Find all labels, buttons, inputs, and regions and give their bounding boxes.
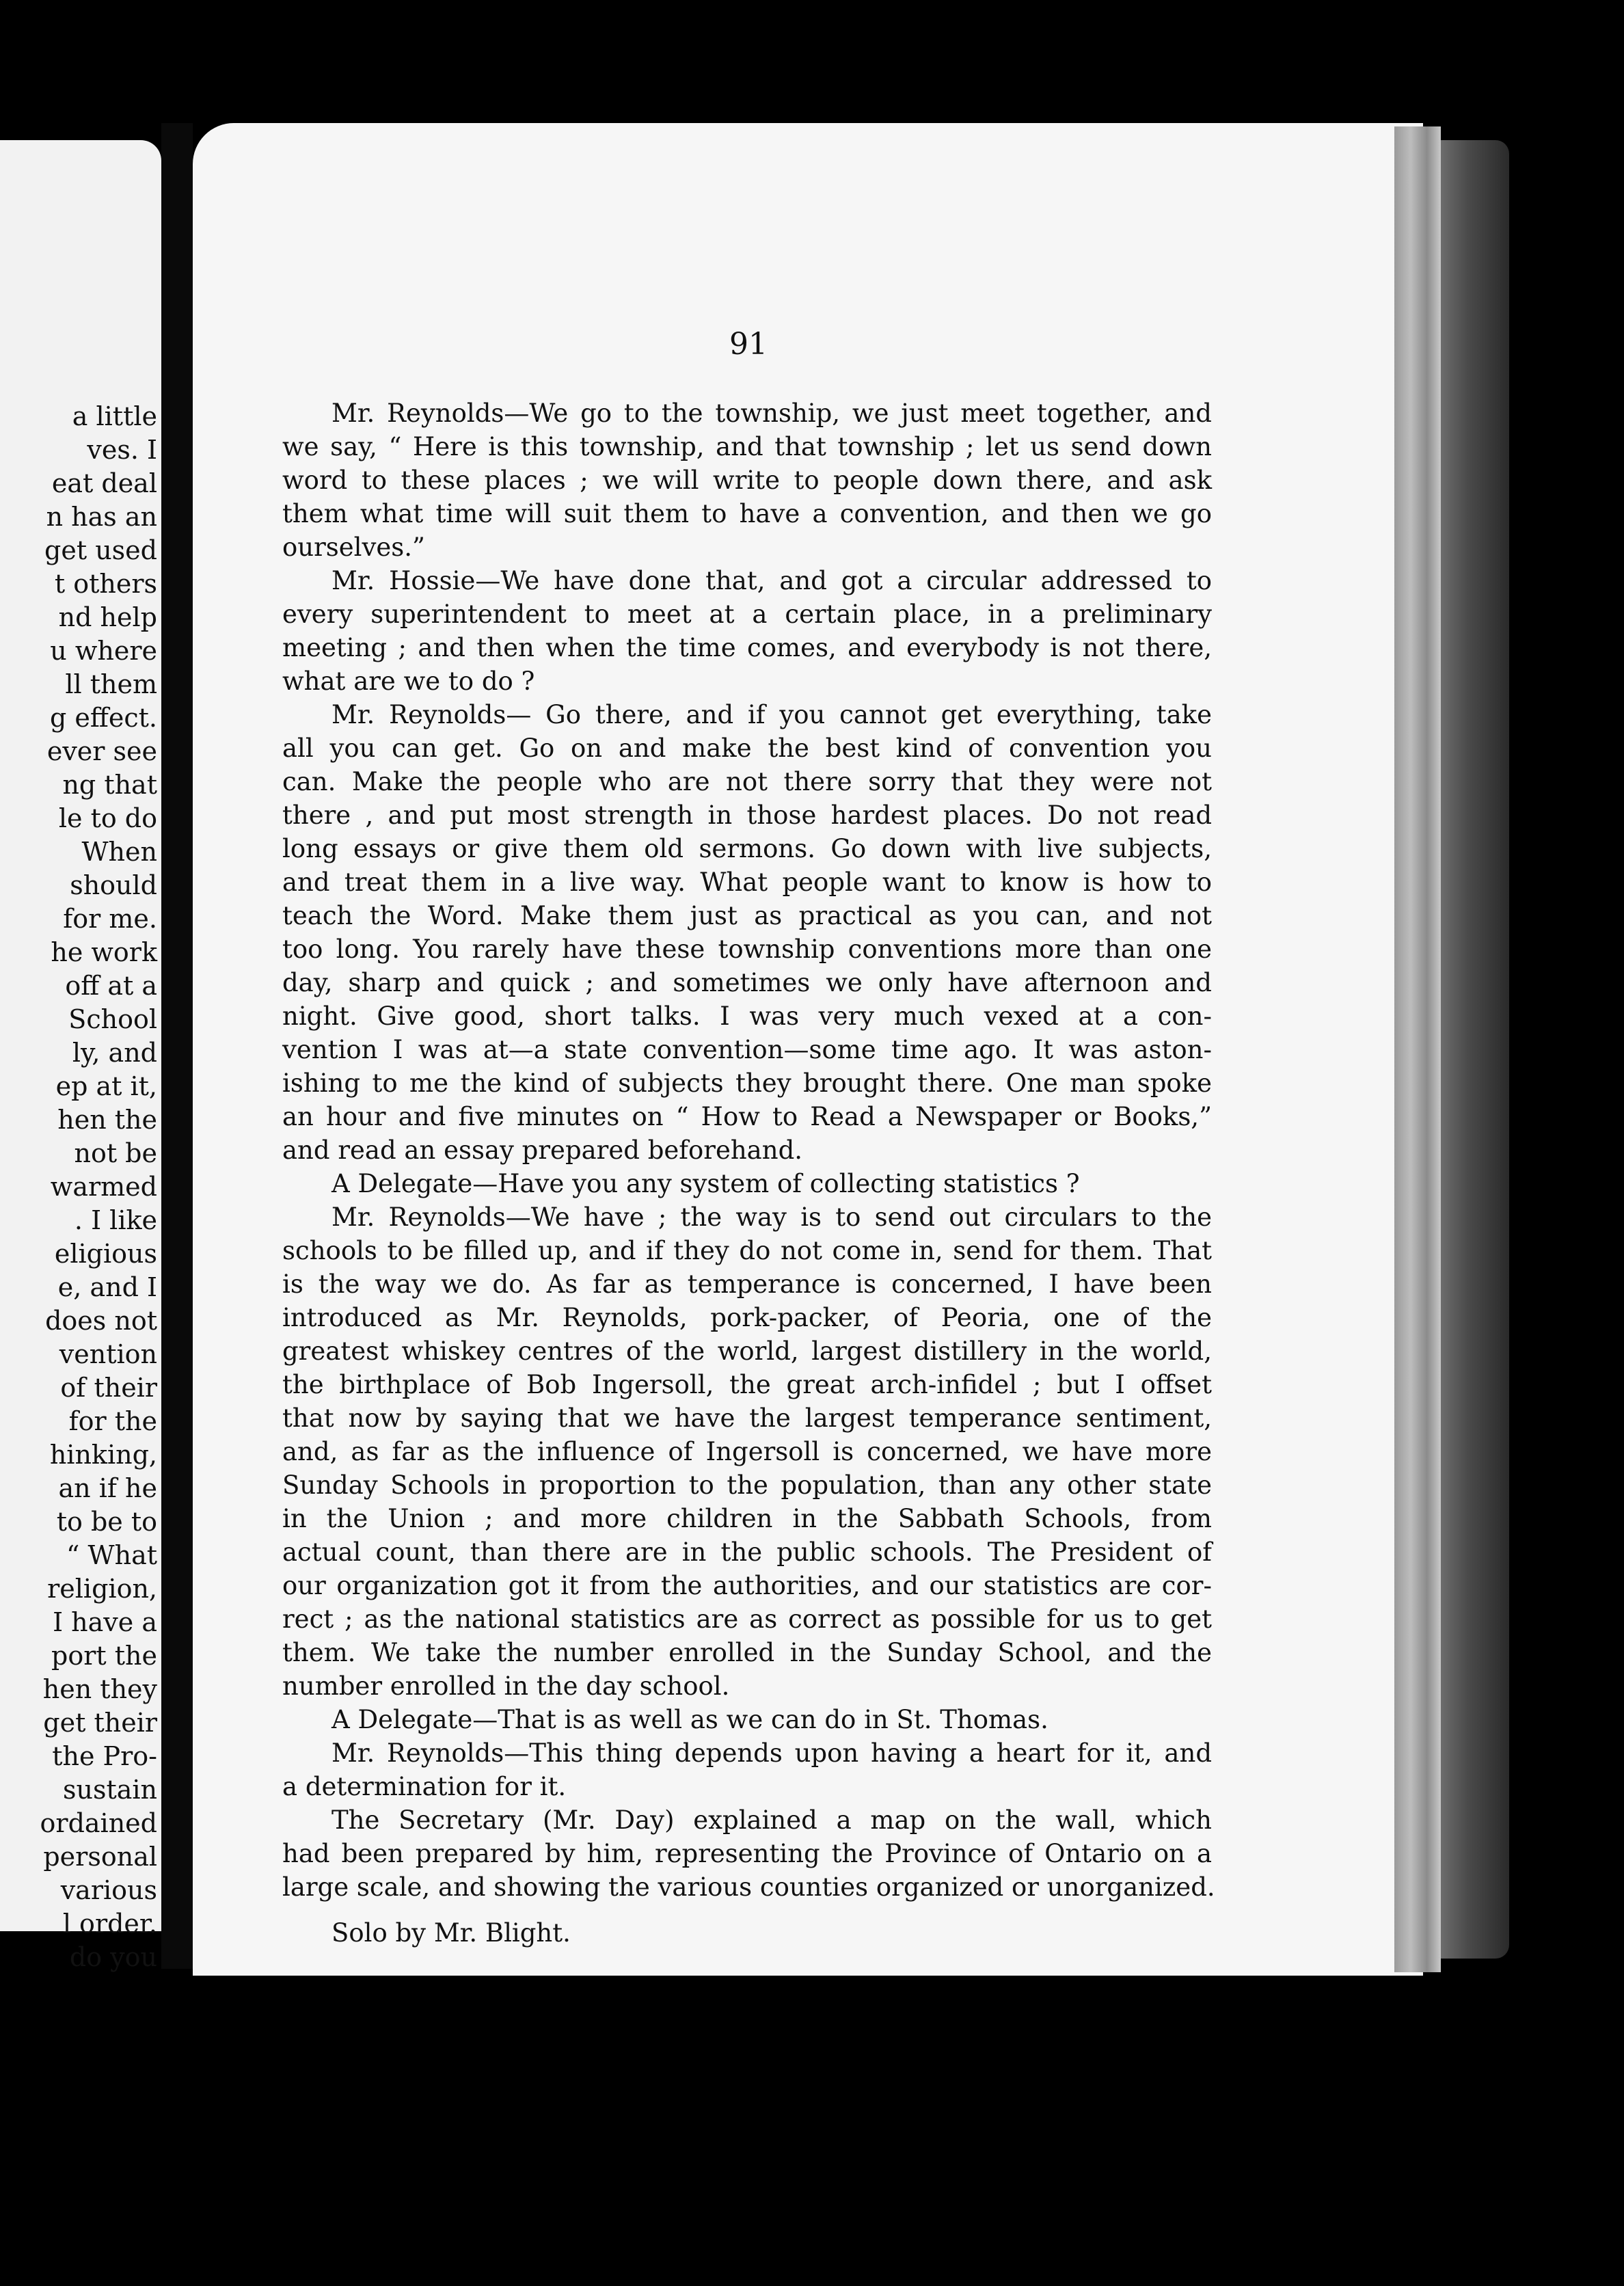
page-number: 91	[729, 327, 768, 362]
text-line: can. Make the people who are not there sorry that they were not	[282, 767, 1212, 796]
text-line: ishing to me the kind of subjects they brought there. One man spoke	[282, 1068, 1212, 1098]
text-line: Mr. Hossie—We have done that, and got a circular addressed to	[331, 566, 1212, 595]
book-cover-edge	[1441, 140, 1509, 1959]
left-page-line: le to do	[58, 803, 157, 833]
left-page-line: n has an	[46, 502, 157, 532]
text-line: our organization got it from the authorities, and our statistics are cor-	[282, 1571, 1212, 1600]
text-line: an hour and five minutes on “ How to Read a Newspaper or Books,”	[282, 1102, 1212, 1131]
left-page-line: “ What	[66, 1540, 157, 1570]
left-page-line: not be	[74, 1138, 157, 1168]
left-page-line: of their	[60, 1373, 157, 1403]
left-facing-page	[0, 140, 161, 1972]
text-line: the birthplace of Bob Ingersoll, the great arch-infidel ; but I offset	[282, 1370, 1212, 1399]
text-line: teach the Word. Make them just as practical as you can, and not	[282, 901, 1212, 930]
left-page-line: t others	[54, 569, 157, 599]
text-line: word to these places ; we will write to people down there, and ask	[282, 466, 1212, 495]
left-page-line: u where	[50, 636, 157, 666]
left-page-line: warmed	[50, 1172, 157, 1202]
left-page-line: does not	[45, 1306, 157, 1336]
left-page-line: do you	[69, 1942, 157, 1972]
left-page-line: ever see	[46, 736, 157, 766]
left-page-line: ly, and	[72, 1038, 157, 1068]
left-page-line: . I like	[74, 1205, 157, 1235]
left-page-line: the Pro-	[52, 1741, 157, 1771]
text-line: night. Give good, short talks. I was very much vexed at a con-	[282, 1001, 1212, 1031]
text-line: a determination for it.	[282, 1772, 567, 1801]
text-line: schools to be filled up, and if they do not come in, send for them. That	[282, 1236, 1212, 1265]
left-page-line: vention	[59, 1339, 157, 1369]
left-page-text	[0, 400, 157, 1974]
text-line: had been prepared by him, representing the Province of Ontario on a	[282, 1839, 1212, 1868]
text-line: them what time will suit them to have a convention, and then we go	[282, 499, 1212, 528]
text-line: long essays or give them old sermons. Go down with live subjects,	[282, 834, 1212, 863]
left-page-line: hinking,	[49, 1440, 157, 1470]
text-line: ourselves.”	[282, 533, 425, 562]
text-line: every superintendent to meet at a certain place, in a preliminary	[282, 600, 1212, 629]
left-page-line: he work	[51, 937, 157, 967]
text-line: A Delegate—That is as well as we can do in St. Thomas.	[331, 1705, 1048, 1734]
left-page-line: for me.	[63, 904, 157, 934]
left-page-line: should	[70, 870, 157, 900]
left-page-line: ep at it,	[55, 1071, 157, 1101]
book-gutter	[161, 123, 193, 1969]
left-page-line: get their	[43, 1708, 157, 1738]
text-line: large scale, and showing the various counties organized or unorganized.	[282, 1872, 1215, 1902]
left-page-line: for the	[68, 1406, 157, 1436]
left-page-line: personal	[43, 1842, 157, 1872]
text-line: greatest whiskey centres of the world, largest distillery in the world,	[282, 1336, 1212, 1366]
left-page-line: to be to	[56, 1507, 157, 1537]
left-page-line: off at a	[65, 971, 157, 1001]
left-page-line: eat deal	[51, 468, 157, 498]
left-page-line: an if he	[58, 1473, 157, 1503]
left-page-line: When	[81, 837, 157, 867]
left-page-line: e, and I	[57, 1272, 157, 1302]
text-line: Mr. Reynolds—We have ; the way is to send out circulars to the	[331, 1202, 1212, 1232]
text-line: Mr. Reynolds— Go there, and if you cannot get everything, take	[331, 700, 1212, 729]
left-page-line: ll them	[65, 669, 157, 699]
left-page-line: ves. I	[87, 435, 157, 465]
text-line: in the Union ; and more children in the Sabbath Schools, from	[282, 1504, 1212, 1533]
left-page-line: g effect.	[49, 703, 157, 733]
closing-line: Solo by Mr. Blight.	[331, 1918, 571, 1948]
text-line: is the way we do. As far as temperance is concerned, I have been	[282, 1269, 1212, 1299]
left-page-line: ng that	[62, 770, 157, 800]
left-page-line: various	[60, 1875, 157, 1905]
text-line: Sunday Schools in proportion to the population, than any other state	[282, 1470, 1212, 1500]
left-page-line: religion,	[47, 1574, 157, 1604]
text-line: that now by saying that we have the largest temperance sentiment,	[282, 1403, 1212, 1433]
text-line: there , and put most strength in those hardest places. Do not read	[282, 801, 1212, 830]
text-line: and, as far as the influence of Ingersoll is concerned, we have more	[282, 1437, 1212, 1466]
text-line: and read an essay prepared beforehand.	[282, 1135, 803, 1165]
left-page-line: l order.	[62, 1909, 157, 1939]
text-line: actual count, than there are in the public schools. The President of	[282, 1537, 1212, 1567]
text-line: rect ; as the national statistics are as correct as possible for us to get	[282, 1604, 1212, 1634]
text-line: day, sharp and quick ; and sometimes we only have afternoon and	[282, 968, 1212, 997]
text-line: The Secretary (Mr. Day) explained a map on the wall, which	[331, 1805, 1212, 1835]
text-line: and treat them in a live way. What people want to know is how to	[282, 868, 1212, 897]
text-line: meeting ; and then when the time comes, and everybody is not there,	[282, 633, 1212, 662]
left-page-line: School	[68, 1004, 157, 1034]
text-line: vention I was at—a state convention—some time ago. It was aston-	[282, 1035, 1212, 1064]
text-line: introduced as Mr. Reynolds, pork-packer, of Peoria, one of the	[282, 1303, 1212, 1332]
left-page-line: nd help	[58, 602, 157, 632]
text-line: Mr. Reynolds—We go to the township, we just meet together, and	[331, 399, 1212, 428]
text-line: all you can get. Go on and make the best kind of convention you	[282, 734, 1212, 763]
text-line: Mr. Reynolds—This thing depends upon having a heart for it, and	[331, 1738, 1212, 1768]
left-page-line: get used	[44, 535, 157, 565]
left-page-line: ordained	[40, 1808, 157, 1838]
left-page-line: a little	[72, 401, 157, 431]
left-page-line: hen they	[42, 1674, 157, 1704]
text-line: A Delegate—Have you any system of collecting statistics ?	[331, 1169, 1080, 1198]
left-page-line: hen the	[57, 1105, 157, 1135]
left-page-line: I have a	[53, 1607, 157, 1637]
page-edge	[1394, 126, 1441, 1972]
text-line: them. We take the number enrolled in the Sunday School, and the	[282, 1638, 1212, 1667]
text-line: number enrolled in the day school.	[282, 1671, 730, 1701]
text-line: too long. You rarely have these township conventions more than one	[282, 934, 1212, 964]
page-body	[282, 396, 1215, 1950]
left-page-line: sustain	[62, 1775, 157, 1805]
text-line: we say, “ Here is this township, and that township ; let us send down	[282, 432, 1212, 461]
left-page-line: eligious	[54, 1239, 157, 1269]
text-line: what are we to do ?	[282, 667, 535, 696]
left-page-line: port the	[51, 1641, 157, 1671]
